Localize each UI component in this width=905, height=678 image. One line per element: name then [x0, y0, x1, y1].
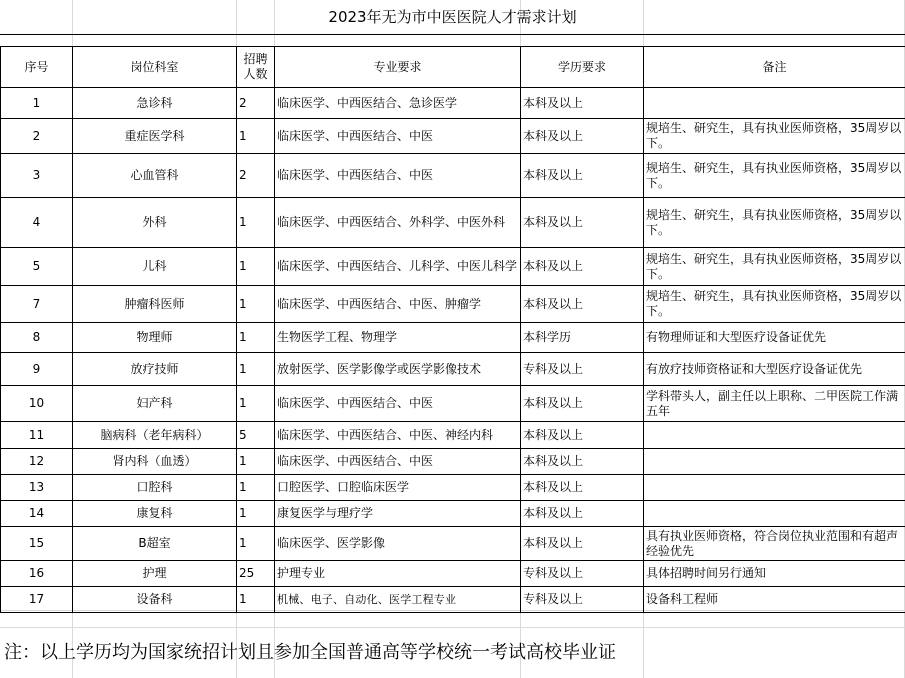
cell-remark: 有物理师证和大型医疗设备证优先 [644, 323, 905, 353]
cell-count: 1 [237, 119, 275, 154]
cell-count: 2 [237, 154, 275, 198]
cell-dept: 急诊科 [73, 88, 237, 119]
cell-remark: 规培生、研究生，具有执业医师资格，35周岁以下。 [644, 198, 905, 248]
cell-edu: 本科及以上 [521, 527, 644, 561]
cell-major: 临床医学、中西医结合、急诊医学 [275, 88, 521, 119]
table-row [1, 119, 905, 154]
cell-seq: 11 [1, 422, 73, 449]
cell-dept: 重症医学科 [73, 119, 237, 154]
cell-seq: 13 [1, 475, 73, 501]
cell-edu: 本科及以上 [521, 119, 644, 154]
cell-dept: 儿科 [73, 248, 237, 286]
cell-dept: 心血管科 [73, 154, 237, 198]
cell-major: 临床医学、中西医结合、中医 [275, 154, 521, 198]
talent-plan-table [0, 46, 905, 613]
table-row [1, 353, 905, 386]
cell-remark: 规培生、研究生，具有执业医师资格，35周岁以下。 [644, 154, 905, 198]
cell-seq: 3 [1, 154, 73, 198]
cell-major: 临床医学、医学影像 [275, 527, 521, 561]
cell-remark [644, 475, 905, 501]
cell-remark [644, 422, 905, 449]
cell-dept: 康复科 [73, 501, 237, 527]
cell-count: 5 [237, 422, 275, 449]
cell-dept: 物理师 [73, 323, 237, 353]
cell-count: 1 [237, 386, 275, 422]
cell-major: 口腔医学、口腔临床医学 [275, 475, 521, 501]
cell-major: 放射医学、医学影像学或医学影像技术 [275, 353, 521, 386]
cell-edu: 本科及以上 [521, 475, 644, 501]
table-row [1, 248, 905, 286]
cell-count: 1 [237, 501, 275, 527]
cell-seq: 1 [1, 88, 73, 119]
cell-count: 1 [237, 198, 275, 248]
cell-count: 1 [237, 449, 275, 475]
cell-remark: 具有执业医师资格，符合岗位执业范围和有超声经验优先 [644, 527, 905, 561]
cell-dept: B超室 [73, 527, 237, 561]
footnote: 注：以上学历均为国家统招计划且参加全国普通高等学校统一考试高校毕业证 [4, 642, 616, 663]
cell-edu: 本科及以上 [521, 88, 644, 119]
table-row [1, 286, 905, 323]
cell-count: 1 [237, 248, 275, 286]
cell-major: 临床医学、中西医结合、中医 [275, 119, 521, 154]
cell-seq: 2 [1, 119, 73, 154]
cell-count: 1 [237, 475, 275, 501]
cell-edu: 本科及以上 [521, 154, 644, 198]
table-row [1, 386, 905, 422]
table-header-row [1, 47, 905, 88]
table-row [1, 527, 905, 561]
cell-remark: 有放疗技师资格证和大型医疗设备证优先 [644, 353, 905, 386]
cell-edu: 本科学历 [521, 323, 644, 353]
header-remark: 备注 [644, 47, 905, 88]
cell-edu: 本科及以上 [521, 422, 644, 449]
cell-edu: 本科及以上 [521, 198, 644, 248]
cell-seq: 7 [1, 286, 73, 323]
cell-edu: 专科及以上 [521, 587, 644, 613]
page-title: 2023年无为市中医医院人才需求计划 [0, 0, 905, 35]
table-row [1, 501, 905, 527]
cell-seq: 9 [1, 353, 73, 386]
table-row [1, 88, 905, 119]
header-edu: 学历要求 [521, 47, 644, 88]
cell-seq: 8 [1, 323, 73, 353]
cell-remark [644, 501, 905, 527]
cell-dept: 护理 [73, 561, 237, 587]
cell-dept: 肾内科（血透） [73, 449, 237, 475]
cell-seq: 15 [1, 527, 73, 561]
cell-seq: 12 [1, 449, 73, 475]
cell-edu: 专科及以上 [521, 561, 644, 587]
cell-edu: 本科及以上 [521, 501, 644, 527]
cell-major: 临床医学、中西医结合、中医、神经内科 [275, 422, 521, 449]
cell-remark: 规培生、研究生，具有执业医师资格，35周岁以下。 [644, 119, 905, 154]
cell-major: 临床医学、中西医结合、儿科学、中医儿科学 [275, 248, 521, 286]
cell-seq: 5 [1, 248, 73, 286]
table-row [1, 422, 905, 449]
cell-dept: 肿瘤科医师 [73, 286, 237, 323]
cell-remark: 规培生、研究生，具有执业医师资格，35周岁以下。 [644, 248, 905, 286]
cell-edu: 本科及以上 [521, 248, 644, 286]
cell-seq: 14 [1, 501, 73, 527]
header-major: 专业要求 [275, 47, 521, 88]
cell-edu: 专科及以上 [521, 353, 644, 386]
cell-count: 1 [237, 323, 275, 353]
cell-dept: 放疗技师 [73, 353, 237, 386]
cell-dept: 口腔科 [73, 475, 237, 501]
table-row [1, 587, 905, 613]
cell-major: 临床医学、中西医结合、外科学、中医外科 [275, 198, 521, 248]
cell-seq: 4 [1, 198, 73, 248]
cell-major: 临床医学、中西医结合、中医 [275, 386, 521, 422]
cell-count: 1 [237, 587, 275, 613]
cell-dept: 妇产科 [73, 386, 237, 422]
cell-edu: 本科及以上 [521, 449, 644, 475]
cell-major: 临床医学、中西医结合、中医、肿瘤学 [275, 286, 521, 323]
cell-count: 1 [237, 286, 275, 323]
cell-seq: 16 [1, 561, 73, 587]
cell-remark: 具体招聘时间另行通知 [644, 561, 905, 587]
header-seq: 序号 [1, 47, 73, 88]
cell-major: 生物医学工程、物理学 [275, 323, 521, 353]
table-row [1, 154, 905, 198]
table-row [1, 198, 905, 248]
cell-edu: 本科及以上 [521, 386, 644, 422]
cell-dept: 脑病科（老年病科） [73, 422, 237, 449]
cell-remark: 规培生、研究生，具有执业医师资格，35周岁以下。 [644, 286, 905, 323]
cell-edu: 本科及以上 [521, 286, 644, 323]
cell-count: 25 [237, 561, 275, 587]
table-row [1, 323, 905, 353]
cell-count: 1 [237, 527, 275, 561]
cell-major: 康复医学与理疗学 [275, 501, 521, 527]
cell-remark [644, 88, 905, 119]
table-row [1, 449, 905, 475]
cell-dept: 外科 [73, 198, 237, 248]
cell-major: 临床医学、中西医结合、中医 [275, 449, 521, 475]
header-dept: 岗位科室 [73, 47, 237, 88]
table-row [1, 475, 905, 501]
cell-remark: 设备科工程师 [644, 587, 905, 613]
cell-major: 护理专业 [275, 561, 521, 587]
cell-dept: 设备科 [73, 587, 237, 613]
cell-seq: 17 [1, 587, 73, 613]
cell-remark [644, 449, 905, 475]
cell-count: 2 [237, 88, 275, 119]
header-count: 招聘人数 [237, 47, 275, 88]
cell-count: 1 [237, 353, 275, 386]
table-row [1, 561, 905, 587]
cell-major: 机械、电子、自动化、医学工程专业 [275, 587, 521, 613]
cell-remark: 学科带头人，副主任以上职称、二甲医院工作满五年 [644, 386, 905, 422]
cell-seq: 10 [1, 386, 73, 422]
